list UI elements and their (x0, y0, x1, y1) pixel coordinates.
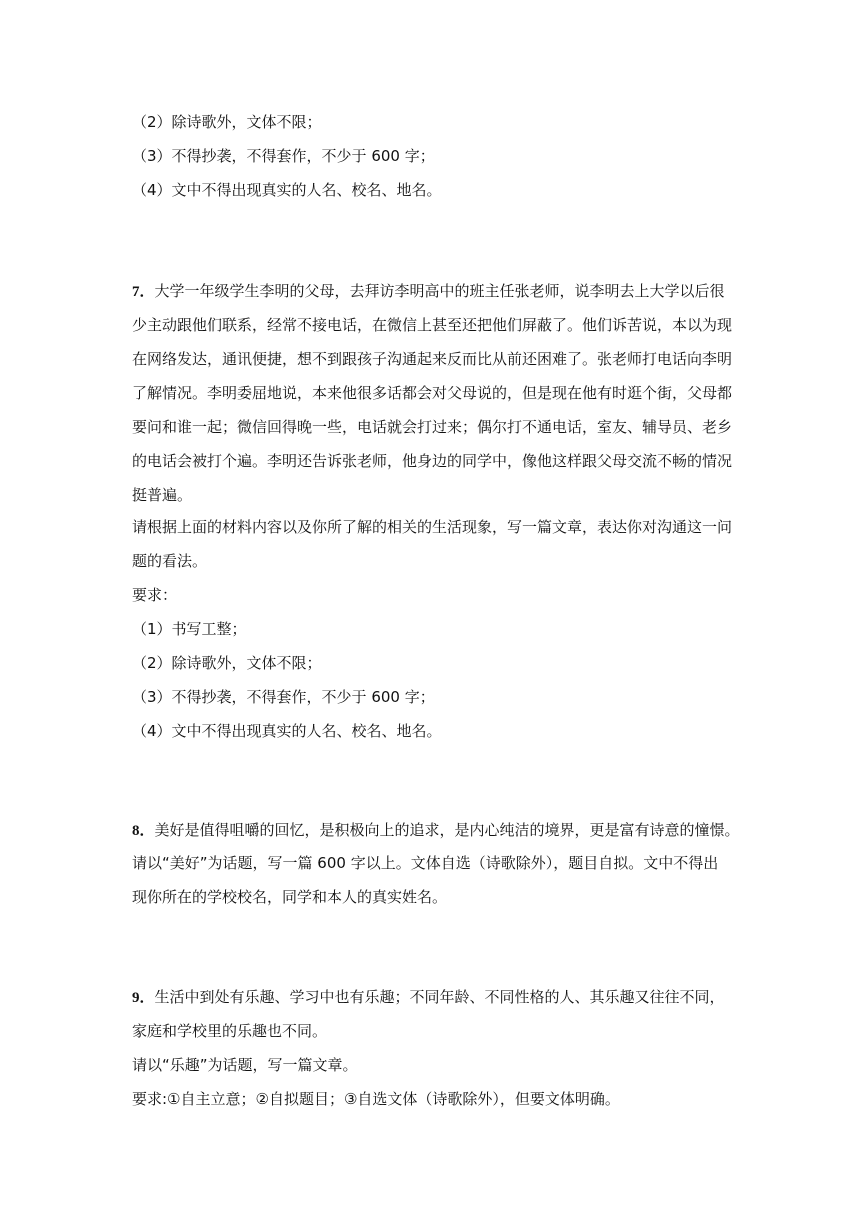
requirement-line: （3）不得抄袭，不得套作，不少于 600 字； (132, 147, 435, 165)
requirement-line: 要求:①自主立意；②自拟题目；③自选文体（诗歌除外），但要文体明确。 (132, 1090, 620, 1108)
question-text: 生活中到处有乐趣、学习中也有乐趣；不同年龄、不同性格的人、其乐趣又往往不同， (154, 988, 725, 1006)
material-line: 挺普遍。 (132, 486, 193, 504)
question-8-line (132, 820, 740, 841)
question-7-line (132, 281, 725, 302)
requirement-line: （2）除诗歌外，文体不限； (132, 113, 322, 131)
requirement-line: （3）不得抄袭，不得套作，不少于 600 字； (132, 688, 435, 706)
prompt-line: 现你所在的学校校名，同学和本人的真实姓名。 (132, 888, 448, 906)
question-text-line: 家庭和学校里的乐趣也不同。 (132, 1022, 328, 1040)
question-number: 7． (132, 284, 155, 300)
requirement-line: （1）书写工整； (132, 620, 247, 638)
material-text: 大学一年级学生李明的父母，去拜访李明高中的班主任张老师，说李明去上大学以后很 (154, 282, 725, 300)
prompt-line: 请根据上面的材料内容以及你所了解的相关的生活现象，写一篇文章，表达你对沟通这一问 (132, 518, 733, 536)
material-line: 的电话会被打个遍。李明还告诉张老师，他身边的同学中，像他这样跟父母交流不畅的情况 (132, 452, 733, 470)
material-line: 在网络发达，通讯便捷，想不到跟孩子沟通起来反而比从前还困难了。张老师打电话向李明 (132, 350, 733, 368)
question-9-line (132, 987, 725, 1008)
material-line: 少主动跟他们联系，经常不接电话，在微信上甚至还把他们屏蔽了。他们诉苦说，本以为现 (132, 316, 733, 334)
requirement-line: （4）文中不得出现真实的人名、校名、地名。 (132, 181, 442, 199)
material-line: 要问和谁一起；微信回得晚一些，电话就会打过来；偶尔打不通电话，室友、辅导员、老乡 (132, 418, 733, 436)
requirements-heading: 要求： (132, 586, 178, 604)
question-number: 8． (132, 823, 155, 839)
question-text: 美好是值得咀嚼的回忆，是积极向上的追求，是内心纯洁的境界，更是富有诗意的憧憬。 (154, 821, 740, 839)
prompt-line: 题的看法。 (132, 552, 208, 570)
requirement-line: （4）文中不得出现真实的人名、校名、地名。 (132, 722, 442, 740)
prompt-line: 请以“乐趣”为话题，写一篇文章。 (132, 1056, 358, 1074)
requirement-line: （2）除诗歌外，文体不限； (132, 654, 322, 672)
prompt-line: 请以“美好”为话题，写一篇 600 字以上。文体自选（诗歌除外），题目自拟。文中不得出 (132, 854, 719, 872)
question-number: 9． (132, 990, 155, 1006)
material-line: 了解情况。李明委屈地说，本来他很多话都会对父母说的，但是现在他有时逛个街，父母都 (132, 384, 733, 402)
